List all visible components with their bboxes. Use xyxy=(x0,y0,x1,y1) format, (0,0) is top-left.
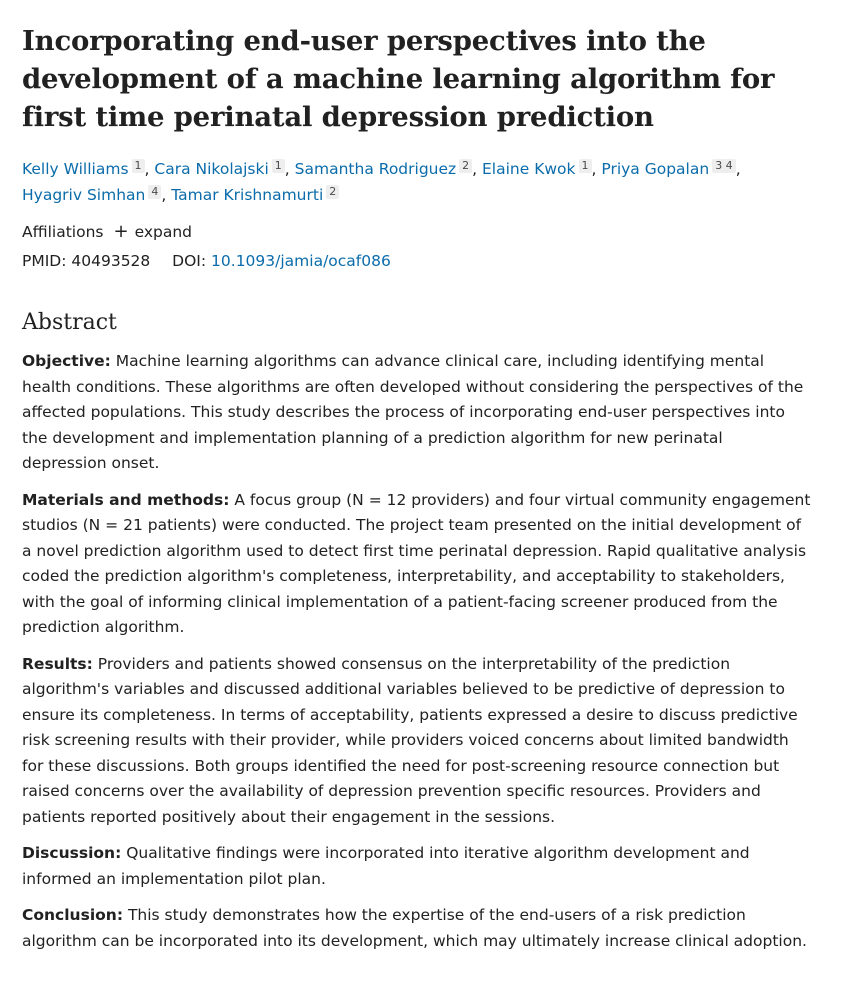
identifiers-row xyxy=(22,248,833,274)
affiliation-number[interactable]: 1 xyxy=(579,159,592,173)
section-text: Machine learning algorithms can advance clinical care, including identifying mental health conditions. These algorithms are often developed without considering the perspectives of the affected populations. This study describes the process of incorporating end-user perspectives into the development and implementation planning of a prediction algorithm for new perinatal depression onset. xyxy=(22,352,804,472)
author-list: Kelly Williams 1 , Cara Nikolajski 1 , Samantha Rodriguez 2 , Elaine Kwok 1 , Priya Gopalan 3 4 , Hyagriv Simhan 4 , Tamar Krishnamurti 2 xyxy=(22,159,741,204)
section-text: A focus group (N = 12 providers) and four virtual community engagement studios (N = 21 patients) were conducted. The project team presented on the initial development of a novel prediction algorithm used to detect first time perinatal depression. Rapid qualitative analysis coded the prediction algorithm's completeness, interpretability, and acceptability to stakeholders, with the goal of informing clinical implementation of a patient-facing screener produced from the prediction algorithm. xyxy=(22,490,811,636)
affiliation-number[interactable]: 2 xyxy=(326,185,339,199)
abstract-methods xyxy=(22,488,812,641)
abstract-discussion xyxy=(22,841,812,892)
expand-affiliations-button[interactable] xyxy=(113,220,192,244)
author-link[interactable]: Priya Gopalan xyxy=(601,160,710,178)
section-text: Providers and patients showed consensus on the interpretability of the prediction algorithm's variables and discussed additional variables believed to be predictive of depression to ensure its completeness. In terms of acceptability, patients expressed a desire to discuss predictive risk screening results with their provider, while providers voiced concerns about limited bandwidth for these discussions. Both groups identified the need for post-screening resource connection but raised concerns over the availability of depression prevention specific resources. Providers and patients reported positively about their engagement in the sessions. xyxy=(22,654,798,826)
section-text: Qualitative findings were incorporated into iterative algorithm development and informed an implementation pilot plan. xyxy=(22,844,750,888)
section-label: Objective: xyxy=(22,352,111,370)
abstract-conclusion xyxy=(22,903,812,954)
affiliation-number[interactable]: 3 4 xyxy=(712,159,736,173)
affiliation-number[interactable]: 4 xyxy=(148,185,161,199)
author-link[interactable]: Tamar Krishnamurti xyxy=(171,186,324,204)
author-link[interactable]: Samantha Rodriguez xyxy=(294,160,457,178)
author-link[interactable]: Cara Nikolajski xyxy=(154,160,269,178)
abstract-objective xyxy=(22,349,812,477)
doi-label: DOI: xyxy=(172,252,207,270)
abstract-results xyxy=(22,652,812,831)
affiliations-label: Affiliations xyxy=(22,223,104,241)
affiliation-number[interactable]: 1 xyxy=(272,159,285,173)
author-link[interactable]: Hyagriv Simhan xyxy=(22,186,146,204)
affiliations-row xyxy=(22,220,833,244)
section-label: Results: xyxy=(22,654,93,673)
section-label: Discussion: xyxy=(22,844,122,862)
section-label: Conclusion: xyxy=(22,906,124,924)
article-title: Incorporating end-user perspectives into the development of a machine learning algorithm for first time perinatal depression prediction xyxy=(22,25,775,133)
abstract-heading: Abstract xyxy=(22,310,117,335)
pmid-value: 40493528 xyxy=(71,252,151,270)
author-link[interactable]: Kelly Williams xyxy=(22,160,129,178)
plus-icon: + xyxy=(113,221,129,242)
affiliation-number[interactable]: 2 xyxy=(459,159,472,173)
doi-link[interactable]: 10.1093/jamia/ocaf086 xyxy=(211,252,391,270)
section-text: This study demonstrates how the expertise of the end-users of a risk prediction algorithm can be incorporated into its development, which may ultimately increase clinical adoption. xyxy=(22,906,807,950)
author-link[interactable]: Elaine Kwok xyxy=(482,160,576,178)
affiliation-number[interactable]: 1 xyxy=(132,159,145,173)
expand-label: expand xyxy=(134,223,192,241)
section-label: Materials and methods: xyxy=(22,490,230,509)
pmid-label: PMID: xyxy=(22,252,67,270)
